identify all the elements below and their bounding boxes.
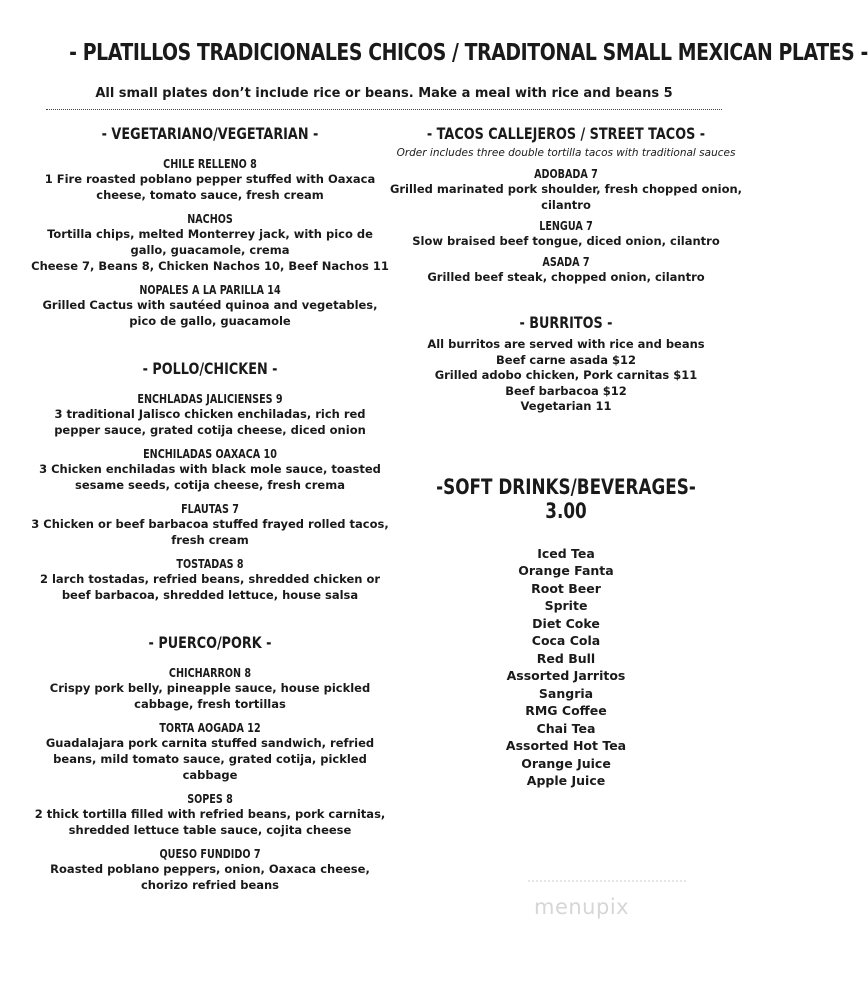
- menu-title: - PLATILLOS TRADICIONALES CHICOS / TRADITONAL SMALL MEXICAN PLATES -: [69, 40, 868, 66]
- drinks-section: [388, 475, 744, 790]
- tacos-note: Order includes three double tortilla tacos with traditional sauces: [396, 147, 736, 159]
- drink-item: Sangria: [538, 685, 594, 701]
- vegetarian-section: [30, 124, 390, 329]
- section-heading-burritos: - BURRITOS -: [519, 313, 613, 332]
- chicken-section: [30, 359, 390, 603]
- item-name: NOPALES A LA PARILLA 14: [139, 283, 281, 297]
- item-name: ADOBADA 7: [534, 167, 598, 181]
- drink-item: Assorted Hot Tea: [505, 738, 627, 753]
- item-description: Roasted poblano peppers, onion, Oaxaca cheese, chorizo refried beans: [50, 862, 370, 892]
- item-description: Grilled marinated pork shoulder, fresh chopped onion, cilantro: [389, 182, 743, 212]
- menu-item: [30, 392, 390, 438]
- drink-item: Diet Coke: [532, 615, 600, 631]
- menu-item: [30, 847, 390, 893]
- item-name: ENCHLADAS JALICIENSES 9: [137, 392, 283, 406]
- drink-item: Coca Cola: [531, 633, 601, 648]
- item-name: CHICHARRON 8: [168, 666, 252, 680]
- burritos-section: [388, 313, 744, 415]
- drink-item: RMG Coffee: [525, 703, 607, 718]
- drinks-list: [388, 545, 744, 790]
- tacos-section: [388, 124, 744, 285]
- burrito-line: Beef barbacoa $12: [505, 383, 627, 398]
- burrito-line: Grilled adobo chicken, Pork carnitas $11: [434, 368, 698, 382]
- section-heading-chicken: - POLLO/CHICKEN -: [142, 359, 278, 378]
- burrito-line: Vegetarian 11: [520, 399, 612, 413]
- section-heading-vegetarian: - VEGETARIANO/VEGETARIAN -: [101, 124, 319, 143]
- item-name: FLAUTAS 7: [181, 502, 239, 516]
- drink-item: Red Bull: [536, 650, 596, 666]
- item-name: TOSTADAS 8: [176, 557, 244, 571]
- burrito-line: Beef carne asada $12: [496, 352, 636, 367]
- drink-item: Chai Tea: [536, 720, 596, 736]
- item-name: NACHOS: [187, 212, 233, 226]
- menu-item: [388, 219, 744, 249]
- drink-item: Orange Fanta: [518, 563, 614, 578]
- item-description: 2 thick tortilla filled with refried beans, pork carnitas, shredded lettuce table sauce, cojita cheese: [34, 807, 386, 837]
- menu-subtitle: All small plates don’t include rice or beans. Make a meal with rice and beans 5: [95, 86, 673, 101]
- menu-item: [30, 666, 390, 712]
- item-description: 1 Fire roasted poblano pepper stuffed with Oaxaca cheese, tomato sauce, fresh cream: [44, 172, 376, 202]
- menu-item: [30, 157, 390, 203]
- item-description: Guadalajara pork carnita stuffed sandwich, refried beans, mild tomato sauce, grated cotija, pickled cabbage: [45, 736, 375, 782]
- right-column: [388, 124, 744, 790]
- drinks-price: 3.00: [545, 498, 587, 523]
- menu-item: [388, 167, 744, 213]
- item-prices: Cheese 7, Beans 8, Chicken Nachos 10, Beef Nachos 11: [31, 259, 389, 273]
- drink-item: Assorted Jarritos: [506, 668, 626, 683]
- item-name: ENCHILADAS OAXACA 10: [143, 447, 277, 461]
- item-name: ASADA 7: [542, 255, 590, 269]
- drink-item: Orange Juice: [521, 755, 611, 771]
- item-name: SOPES 8: [187, 792, 233, 806]
- dotted-divider: [46, 109, 722, 110]
- menu-item: [30, 792, 390, 838]
- section-heading-tacos: - TACOS CALLEJEROS / STREET TACOS -: [426, 124, 706, 143]
- watermark-decoration: [528, 880, 686, 882]
- menu-item: [30, 721, 390, 783]
- drink-item: Root Beer: [531, 580, 601, 596]
- drink-item: Apple Juice: [526, 773, 606, 788]
- item-description: Slow braised beef tongue, diced onion, cilantro: [412, 234, 720, 248]
- burrito-line: All burritos are served with rice and beans: [427, 337, 705, 351]
- section-heading-drinks: -SOFT DRINKS/BEVERAGES-: [436, 474, 696, 499]
- menu-item: [30, 212, 390, 274]
- item-description: Tortilla chips, melted Monterrey jack, with pico de gallo, guacamole, crema: [47, 227, 373, 257]
- drink-item: Sprite: [544, 598, 588, 613]
- item-description: Crispy pork belly, pineapple sauce, house pickled cabbage, fresh tortillas: [49, 681, 371, 711]
- item-description: 3 Chicken enchiladas with black mole sauce, toasted sesame seeds, cotija cheese, fresh crema: [39, 462, 381, 492]
- burritos-list: [388, 337, 744, 415]
- item-name: QUESO FUNDIDO 7: [159, 847, 261, 861]
- item-description: 2 larch tostadas, refried beans, shredded chicken or beef barbacoa, shredded lettuce, house salsa: [39, 572, 381, 602]
- item-name: LENGUA 7: [539, 219, 593, 233]
- item-description: 3 traditional Jalisco chicken enchiladas, rich red pepper sauce, grated cotija cheese, diced onion: [54, 407, 366, 437]
- menu-item: [388, 255, 744, 285]
- item-name: CHILE RELLENO 8: [163, 157, 257, 171]
- menu-item: [30, 557, 390, 603]
- menu-item: [30, 447, 390, 493]
- item-name: TORTA AOGADA 12: [159, 721, 261, 735]
- menu-item: [30, 502, 390, 548]
- pork-section: [30, 633, 390, 893]
- left-column: [30, 124, 390, 893]
- item-description: Grilled beef steak, chopped onion, cilantro: [427, 270, 705, 284]
- menu-item: [30, 283, 390, 329]
- section-heading-pork: - PUERCO/PORK -: [148, 633, 272, 652]
- menupix-watermark: menupix: [534, 895, 630, 919]
- item-description: Grilled Cactus with sautéed quinoa and vegetables, pico de gallo, guacamole: [42, 298, 378, 328]
- item-description: 3 Chicken or beef barbacoa stuffed frayed rolled tacos, fresh cream: [31, 517, 389, 547]
- drink-item: Iced Tea: [537, 545, 595, 561]
